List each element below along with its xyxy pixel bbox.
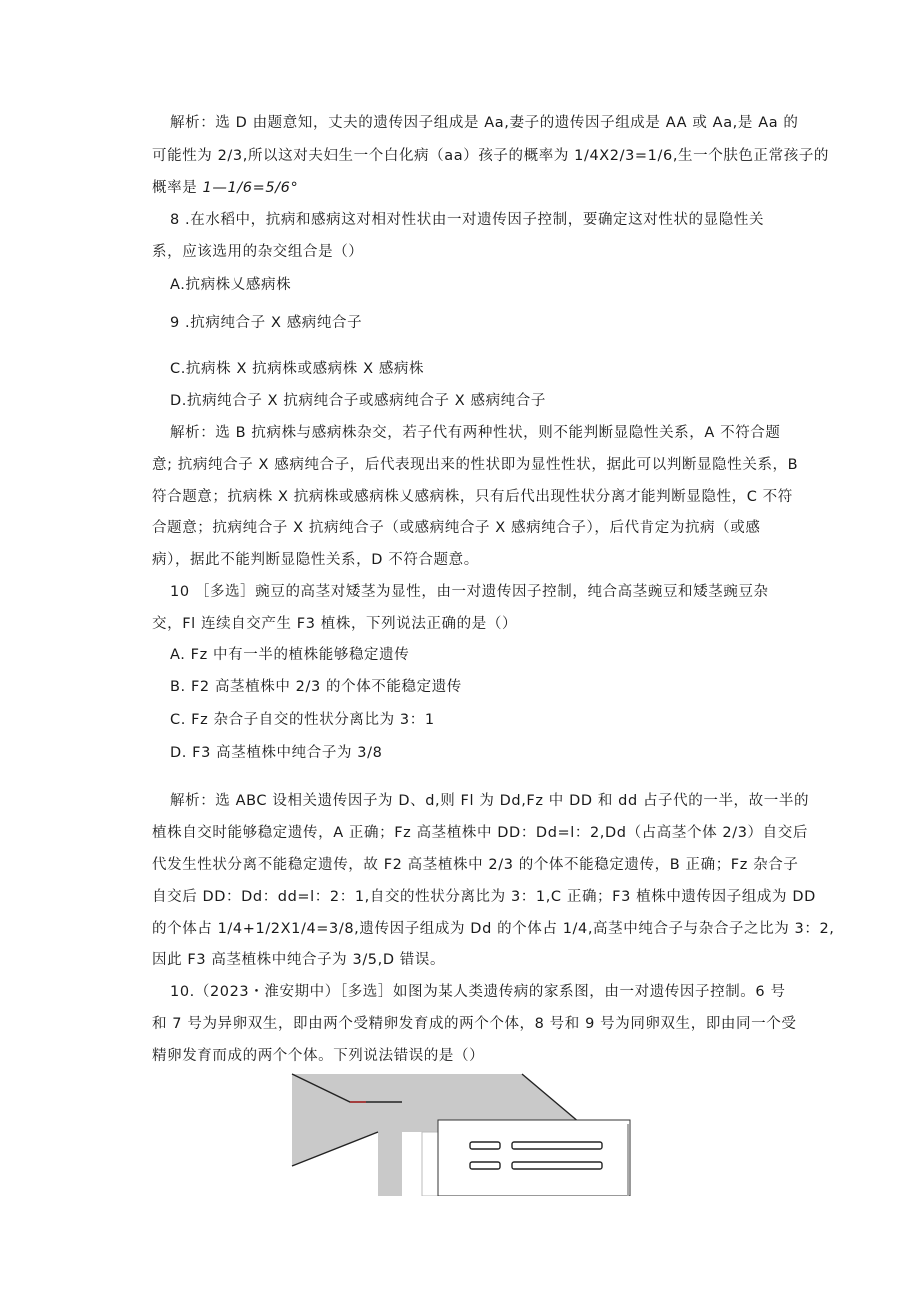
q8-option-a: A.抗病株乂感病株: [170, 277, 292, 293]
q10a-explanation-line: 因此 F3 高茎植株中纯合子为 3/5,D 错误。: [152, 952, 446, 968]
q8-explanation-line: 病），据此不能判断显隐性关系，D 不符合题意。: [152, 552, 479, 568]
explanation7-line3-value: 1—1/6=5/6°: [202, 180, 299, 196]
q10a-explanation-line: 的个体占 1/4+1/2X1/4=3/8,遗传因子组成为 Dd 的个体占 1/4,高茎中纯合子与杂合子之比为 3：2,: [152, 921, 835, 937]
explanation7-line1: 解析：选 D 由题意知，丈夫的遗传因子组成是 Aa,妻子的遗传因子组成是 AA 或 Aa,是 Aa 的: [170, 115, 799, 131]
q8-explanation-line: 意; 抗病纯合子 X 感病纯合子，后代表现出来的性状即为显性性状，据此可以判断显隐性关系，B: [152, 457, 799, 473]
q10a-option-c: C. Fz 杂合子自交的性状分离比为 3：1: [170, 712, 435, 728]
q10a-stem-line1: 10 ［多选］豌豆的高茎对矮茎为显性，由一对遗传因子控制，纯合高茎豌豆和矮茎豌豆杂: [170, 584, 769, 600]
q10b-stem-line: 精卵发育而成的两个个体。下列说法错误的是（）: [152, 1048, 485, 1064]
pedigree-figure: [290, 1072, 632, 1196]
q10a-option-a: A. Fz 中有一半的植株能够稳定遗传: [170, 647, 410, 663]
q10a-stem-line2: 交，Fl 连续自交产生 F3 植株，下列说法正确的是（）: [152, 616, 518, 632]
explanation7-line3: [152, 176, 298, 197]
legend-bar: [512, 1162, 602, 1169]
q8-option-b: 9 .抗病纯合子 X 感病纯合子: [170, 315, 363, 331]
legend-bar: [470, 1142, 500, 1149]
q10a-explanation-line: 自交后 DD：Dd：dd=l：2：1,自交的性状分离比为 3：1,C 正确；F3 植株中遗传因子组成为 DD: [152, 889, 816, 905]
q8-stem-line1: 8 .在水稻中，抗病和感病这对相对性状由一对遗传因子控制，要确定这对性状的显隐性关: [170, 212, 765, 228]
q8-option-c: C.抗病株 X 抗病株或感病株 X 感病株: [170, 361, 425, 377]
q10a-explanation-line: 解析：选 ABC 设相关遗传因子为 D、d,则 Fl 为 Dd,Fz 中 DD 和 dd 占子代的一半，故一半的: [170, 793, 810, 809]
legend-bar: [470, 1162, 500, 1169]
q8-explanation-line: 符合题意；抗病株 X 抗病株或感病株乂感病株，只有后代出现性状分离才能判断显隐性，C 不符: [152, 489, 793, 505]
explanation7-line3-prefix: 概率是: [152, 180, 203, 196]
q8-explanation-line: 解析：选 B 抗病株与感病株杂交，若子代有两种性状，则不能判断显隐性关系，A 不符合题: [170, 425, 781, 441]
q8-stem-line2: 系，应该选用的杂交组合是（）: [152, 244, 364, 260]
q8-option-d: D.抗病纯合子 X 抗病纯合子或感病纯合子 X 感病纯合子: [170, 393, 546, 409]
q10a-option-b: B. F2 高茎植株中 2/3 的个体不能稳定遗传: [170, 679, 462, 695]
figure-panel-inner: [438, 1120, 630, 1196]
q10a-option-d: D. F3 高茎植株中纯合子为 3/8: [170, 745, 383, 761]
q10a-explanation-line: 代发生性状分离不能稳定遗传，故 F2 高茎植株中 2/3 的个体不能稳定遗传，B 正确；Fz 杂合子: [152, 857, 799, 873]
q10b-stem-line: 10.（2023・淮安期中）［多选］如图为某人类遗传病的家系图，由一对遗传因子控制。6 号: [170, 984, 786, 1000]
q10a-explanation-line: 植株自交时能够稳定遗传，A 正确；Fz 高茎植株中 DD：Dd=l：2,Dd（占高茎个体 2/3）自交后: [152, 825, 808, 841]
explanation7-line2: 可能性为 2/3,所以这对夫妇生一个白化病（aa）孩子的概率为 1/4X2/3=1/6,生一个肤色正常孩子的: [152, 148, 830, 164]
legend-bar: [512, 1142, 602, 1149]
q8-explanation-line: 合题意；抗病纯合子 X 抗病纯合子（或感病纯合子 X 感病纯合子），后代肯定为抗病（或感: [152, 520, 761, 536]
q10b-stem-line: 和 7 号为异卵双生，即由两个受精卵发育成的两个个体，8 号和 9 号为同卵双生，即由同一个受: [152, 1016, 797, 1032]
